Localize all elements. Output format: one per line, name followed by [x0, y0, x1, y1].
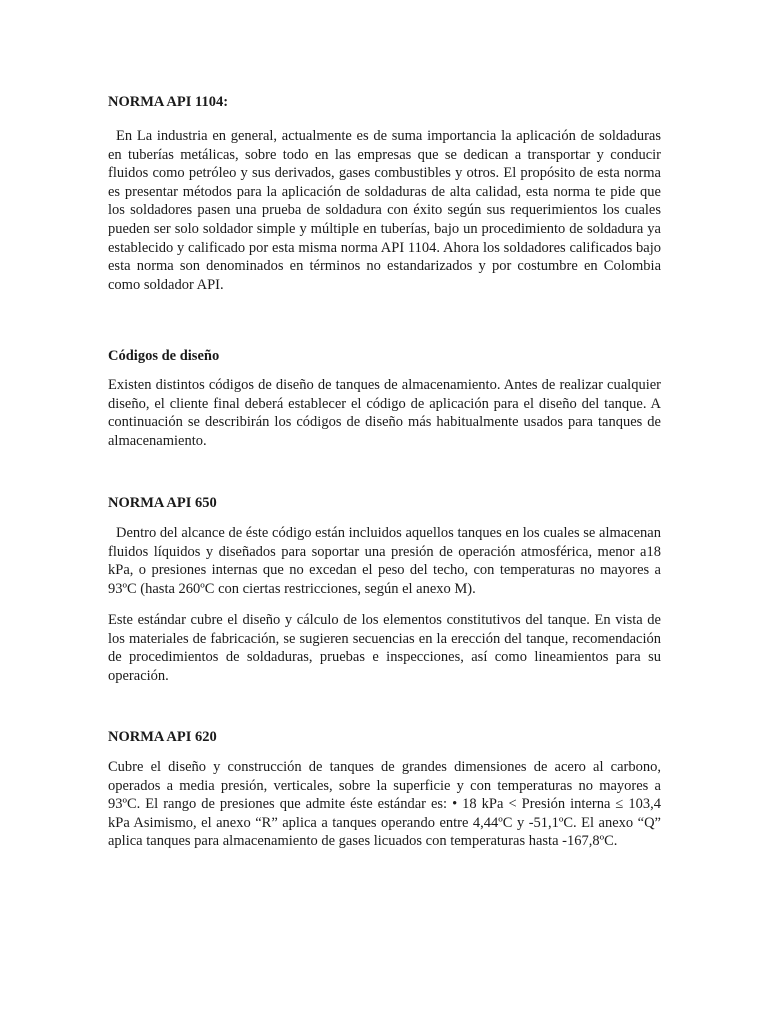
paragraph-api-1104-intro: En La industria en general, actualmente es de suma importancia la aplicación de soldaduras en tuberías metálicas, sobre todo en las empresas que se dedican a transportar y conducir fluidos como petróleo y sus derivados, gases combustibles y otros. El propósito de esta norma es presentar métodos para la aplicación de soldaduras de alta calidad, esta norma te pide que los soldadores pasen una prueba de soldadura con éxito según sus requerimientos los cuales pueden ser solo soldador simple y múltiple en tuberías, bajo un procedimiento de soldadura ya establecido y calificado por esta misma norma API 1104. Ahora los soldadores calificados bajo esta norma son denominados en términos no estandarizados y por costumbre en Colombia como soldador API.: [108, 128, 661, 293]
heading-norma-api-1104: NORMA API 1104:: [108, 94, 229, 110]
heading-norma-api-650: NORMA API 650: [108, 495, 217, 511]
heading-norma-api-620: NORMA API 620: [108, 729, 217, 745]
paragraph-codigos-intro: Existen distintos códigos de diseño de tanques de almacenamiento. Antes de realizar cualquier diseño, el cliente final deberá establecer el código de aplicación para el diseño del tanque. A continuación se describirán los códigos de diseño más habitualmente usados para tanques de almacenamiento.: [108, 377, 661, 449]
paragraph-api-620-scope: Cubre el diseño y construcción de tanques de grandes dimensiones de acero al carbono, operados a media presión, verticales, sobre la superficie y con temperaturas no mayores a 93ºC. El rango de presiones que admite éste estándar es: • 18 kPa < Presión interna ≤ 103,4 kPa Asimismo, el anexo “R” aplica a tanques operando entre 4,44ºC y -51,1ºC. El anexo “Q” aplica tanques para almacenamiento de gases licuados con temperaturas hasta -167,8ºC.: [108, 759, 661, 850]
paragraph-api-650-scope: Dentro del alcance de éste código están incluidos aquellos tanques en los cuales se almacenan fluidos líquidos y diseñados para soportar una presión de operación atmosférica, menor a18 kPa, o presiones internas que no excedan el peso del techo, con temperaturas no mayores a 93ºC (hasta 260ºC con ciertas restricciones, según el anexo M).: [108, 525, 661, 597]
heading-codigos-de-diseno: Códigos de diseño: [108, 348, 220, 364]
paragraph-api-650-standard: Este estándar cubre el diseño y cálculo de los elementos constitutivos del tanque. En vista de los materiales de fabricación, se sugieren secuencias en la erección del tanque, recomendación de procedimientos de soldaduras, pruebas e inspecciones, así como lineamientos para su operación.: [108, 612, 661, 684]
